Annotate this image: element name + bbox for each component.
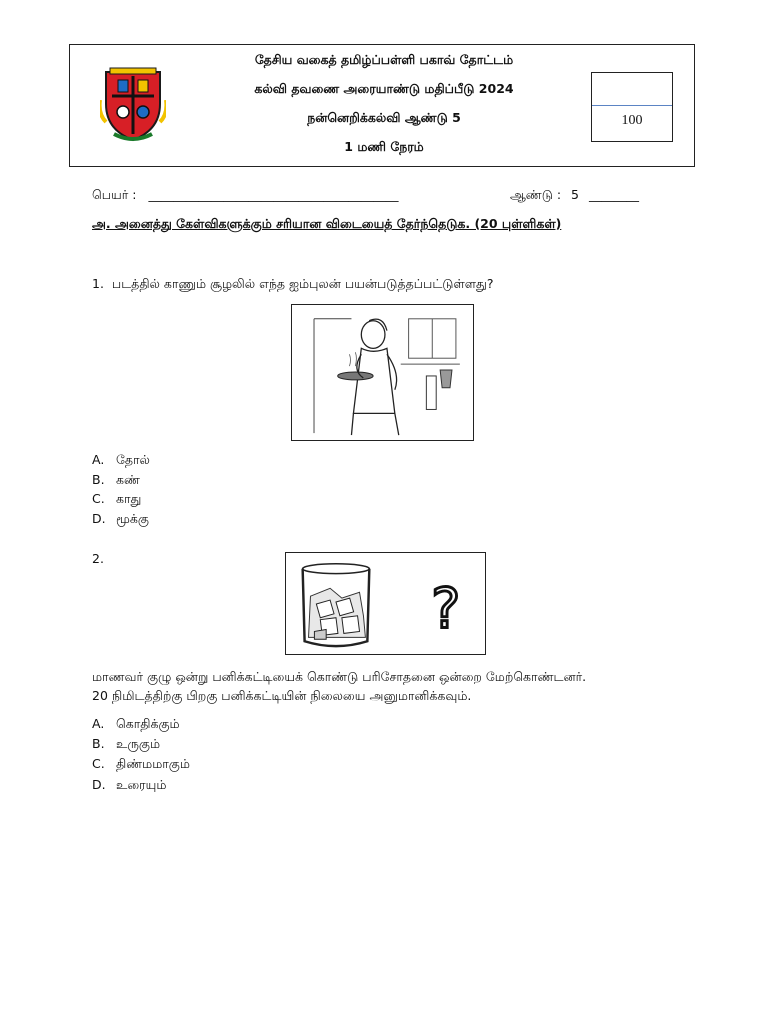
option-text: கண் [116, 472, 140, 487]
option-letter: B. [92, 472, 105, 487]
question-1-option-a[interactable] [92, 452, 150, 469]
option-letter: A. [92, 452, 105, 467]
score-total: 100 [621, 113, 643, 128]
school-crest-icon [100, 64, 166, 144]
option-text: தோல் [116, 452, 150, 467]
option-text: மூக்கு [116, 511, 149, 526]
subject-year: நன்னெறிக்கல்வி ஆண்டு 5 [307, 110, 461, 125]
exam-duration: 1 மணி நேரம் [344, 139, 424, 154]
question-1-number: 1. [92, 276, 104, 291]
score-box [591, 72, 673, 142]
option-letter: A. [92, 716, 105, 731]
ice-cubes-in-beaker-and-question-mark-illustration [285, 552, 486, 655]
question-2-text-line-2: 20 நிமிடத்திற்கு பிறகு பனிக்கட்டியின் நிலையை அனுமானிக்கவும். [92, 688, 472, 703]
section-instruction: அ. அனைத்து கேள்விகளுக்கும் சரியான விடையைத் தேர்ந்தெடுக. (20 புள்ளிகள்) [92, 216, 562, 231]
option-text: உரையும் [116, 777, 167, 792]
woman-smelling-food-illustration [291, 304, 474, 441]
question-1-option-c[interactable] [92, 491, 141, 508]
student-year-row [510, 187, 639, 204]
name-blank[interactable]: ________________________________________ [148, 187, 399, 202]
year-label: ஆண்டு : [510, 187, 562, 202]
question-2-option-b[interactable] [92, 736, 160, 753]
school-name: தேசிய வகைத் தமிழ்ப்பள்ளி பகாவ் தோட்டம் [254, 52, 514, 67]
question-2-option-a[interactable] [92, 716, 180, 733]
question-1-text: படத்தில் காணும் சூழலில் எந்த ஐம்புலன் பயன்படுத்தப்பட்டுள்ளது? [111, 276, 494, 291]
question-2-option-d[interactable] [92, 777, 166, 794]
option-letter: C. [92, 491, 105, 506]
question-2-number: 2. [92, 551, 104, 566]
option-letter: D. [92, 777, 106, 792]
option-letter: D. [92, 511, 106, 526]
question-mark-icon: ? [431, 576, 461, 641]
student-name-row [92, 187, 398, 204]
question-1-option-b[interactable] [92, 472, 140, 489]
year-blank[interactable]: ________ [588, 187, 639, 202]
option-text: கொதிக்கும் [116, 716, 180, 731]
year-value: 5 [571, 187, 579, 202]
option-letter: B. [92, 736, 105, 751]
question-2-option-c[interactable] [92, 756, 190, 773]
exam-title: கல்வி தவணை அரையாண்டு மதிப்பீடு 2024 [254, 81, 514, 96]
question-1-option-d[interactable] [92, 511, 149, 528]
option-letter: C. [92, 756, 105, 771]
score-divider [592, 105, 672, 106]
option-text: திண்மமாகும் [116, 756, 190, 771]
question-2-text [92, 667, 672, 705]
question-2-text-line-1: மாணவர் குழு ஒன்று பனிக்கட்டியைக் கொண்டு பரிசோதனை ஒன்றை மேற்கொண்டனர். [92, 669, 587, 684]
name-label: பெயர் : [92, 187, 137, 202]
option-text: காது [116, 491, 142, 506]
question-1 [92, 276, 494, 293]
option-text: உருகும் [116, 736, 161, 751]
